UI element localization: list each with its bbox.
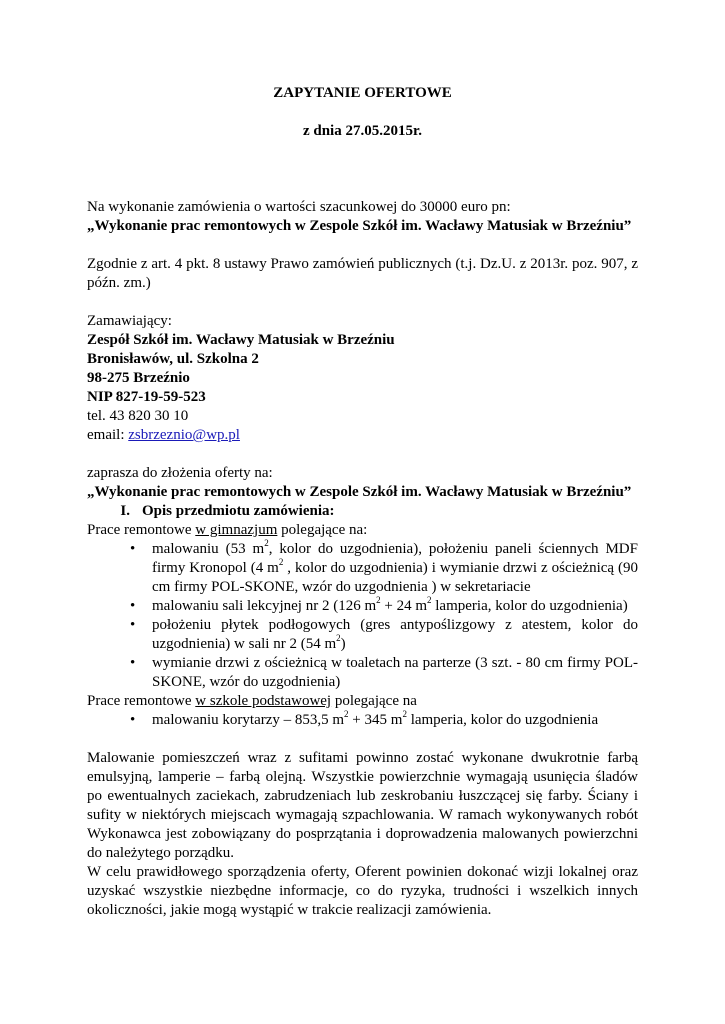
list-item	[126, 597, 638, 616]
orderer-tel: tel. 43 820 30 10	[87, 408, 189, 424]
email-prefix: email:	[87, 427, 129, 443]
item-text: wymianie drzwi z ościeżnicą w toaletach na parterze (3 szt. - 80 cm firmy POL-SKONE, wzór do uzgodnienia)	[152, 655, 638, 690]
gimnazjum-suffix: polegające na:	[277, 522, 368, 538]
section-number: I.	[120, 503, 130, 519]
spacer	[87, 236, 638, 255]
superscript: 2	[344, 709, 349, 719]
gimnazjum-underlined: w gimnazjum	[195, 522, 278, 538]
superscript: 2	[278, 557, 284, 567]
item-text: , kolor do uzgodnienia) i wymianie drzwi z ościeżnicą (90 cm firmy POL-SKONE, wzór do uzgodnienia ) w sekretariacie	[152, 560, 638, 595]
invite-project-title: „Wykonanie prac remontowych w Zespole Szkół im. Wacławy Matusiak w Brzeźniu”	[87, 484, 632, 500]
superscript: 2	[427, 595, 432, 605]
gimnazjum-list	[87, 540, 638, 692]
orderer-nip: NIP 827-19-59-523	[87, 389, 206, 405]
orderer-label: Zamawiający:	[87, 313, 172, 329]
orderer-street: Bronisławów, ul. Szkolna 2	[87, 351, 259, 367]
spacer	[87, 179, 638, 198]
legal-basis: Zgodnie z art. 4 pkt. 8 ustawy Prawo zamówień publicznych (t.j. Dz.U. z 2013r. poz. 907, z późn. zm.)	[87, 256, 638, 291]
list-item	[126, 711, 638, 730]
item-text: malowaniu (53 m	[152, 541, 265, 557]
document-title: ZAPYTANIE OFERTOWE	[273, 85, 452, 101]
intro-line: Na wykonanie zamówienia o wartości szacunkowej do 30000 euro pn:	[87, 199, 511, 215]
list-item	[126, 540, 638, 597]
invite-line: zaprasza do złożenia oferty na:	[87, 465, 273, 481]
list-item	[126, 654, 638, 692]
podstawowa-list	[87, 711, 638, 730]
orderer-email-line	[87, 426, 638, 445]
item-text: + 24 m	[380, 598, 428, 614]
item-text: + 345 m	[348, 712, 403, 728]
gimnazjum-intro	[87, 521, 638, 540]
item-text: , kolor do uzgodnienia), położeniu paneli ściennych MDF firmy Kronopol (4 m	[152, 541, 638, 576]
section-heading	[87, 502, 638, 521]
item-text: lamperia, kolor do uzgodnienia)	[431, 598, 628, 614]
superscript: 2	[376, 595, 381, 605]
spacer	[87, 293, 638, 312]
podstawowa-suffix: polegające na	[331, 693, 417, 709]
spacer	[87, 730, 638, 749]
document-page	[87, 84, 638, 920]
superscript: 2	[264, 538, 269, 548]
item-text: malowaniu sali lekcyjnej nr 2 (126 m	[152, 598, 377, 614]
superscript: 2	[336, 633, 341, 643]
spacer	[87, 445, 638, 464]
orderer-city: 98-275 Brzeźnio	[87, 370, 190, 386]
spacer	[87, 103, 638, 122]
spacer	[87, 141, 638, 179]
paragraph-site-visit: W celu prawidłowego sporządzenia oferty, Oferent powinien dokonać wizji lokalnej oraz uzyskać wszystkie niezbędne informacje, co do ryzyka, trudności i wszelkich innych okoliczności, jakie mogą wystąpić w trakcie realizacji zamówienia.	[87, 864, 638, 918]
paragraph-painting: Malowanie pomieszczeń wraz z sufitami powinno zostać wykonane dwukrotnie farbą emulsyjną, lamperie – farbą olejną. Wszystkie powierzchnie wymagają usunięcia śladów po ewentualnych zaciekach, zabrudzeniach lub zeskrobaniu łuszczącej się farby. Ściany i sufity w niektórych miejscach wymagają szpachlowania. W ramach wykonywanych robót Wykonawca jest zobowiązany do posprzątania i doprowadzenia malowanych powierzchni do należytego porządku.	[87, 750, 638, 861]
item-text: )	[340, 636, 346, 652]
orderer-name: Zespół Szkół im. Wacławy Matusiak w Brzeźniu	[87, 332, 395, 348]
email-link[interactable]: zsbrzeznio@wp.pl	[128, 427, 240, 443]
item-text: położeniu płytek podłogowych (gres antypoślizgowy z atestem, kolor do uzgodnienia) w sali nr 2 (54 m	[152, 617, 638, 652]
section-title: Opis przedmiotu zamówienia:	[142, 503, 335, 519]
podstawowa-intro	[87, 692, 638, 711]
podstawowa-underlined: w szkole podstawowej	[195, 693, 332, 709]
list-item	[126, 616, 638, 654]
item-text: lamperia, kolor do uzgodnienia	[406, 712, 599, 728]
item-text: malowaniu korytarzy – 853,5 m	[152, 712, 345, 728]
document-date: z dnia 27.05.2015r.	[302, 123, 423, 139]
superscript: 2	[402, 709, 407, 719]
podstawowa-prefix: Prace remontowe	[87, 693, 196, 709]
project-title: „Wykonanie prac remontowych w Zespole Szkół im. Wacławy Matusiak w Brzeźniu”	[87, 218, 632, 234]
gimnazjum-prefix: Prace remontowe	[87, 522, 196, 538]
